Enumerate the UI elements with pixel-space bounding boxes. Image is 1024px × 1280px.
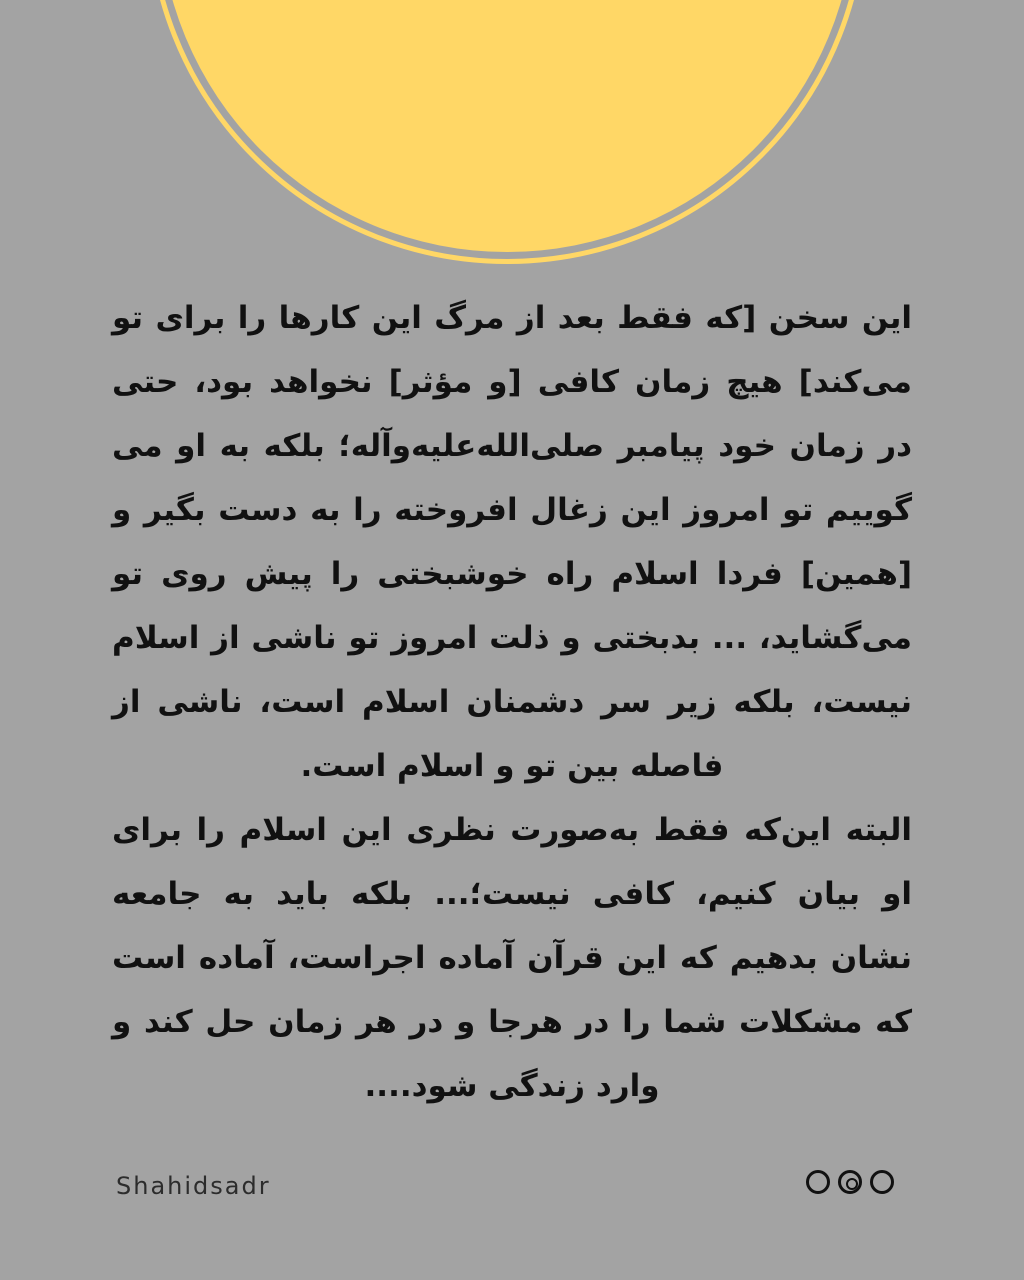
pagination-dot-icon[interactable] [806,1170,830,1194]
sun-circle-decoration [159,0,855,252]
pagination-dot-icon[interactable] [870,1170,894,1194]
quote-paragraph-2: البته این‌که فقط به‌صورت نظری این اسلام را برای او بیان کنیم، کافی نیست؛... بلکه باید به جامعه نشان بدهیم که این قرآن آماده اجراست، آماده است که مشکلات شما را در هرجا و در هر زمان حل کند و وارد زندگی شود.... [112,812,912,1104]
pagination-dots [806,1170,894,1194]
pagination-dot-active-icon[interactable] [838,1170,862,1194]
quote-text-block [112,286,912,1118]
account-handle: Shahidsadr [116,1172,271,1200]
quote-paragraph-1: این سخن [که فقط بعد از مرگ این کارها را برای تو می‌کند] هیچ زمان کافی [و مؤثر] نخواهد بود، حتی در زمان خود پیامبر صلی‌الله‌علیه‌وآله؛ بلکه به او می گوییم تو امروز این زغال افروخته را به دست بگیر و [همین] فردا اسلام راه خوشبختی را پیش روی تو می‌گشاید، ... بدبختی و ذلت امروز تو ناشی از اسلام نیست، بلکه زیر سر دشمنان اسلام است، ناشی از فاصله بین تو و اسلام است. [112,300,912,784]
